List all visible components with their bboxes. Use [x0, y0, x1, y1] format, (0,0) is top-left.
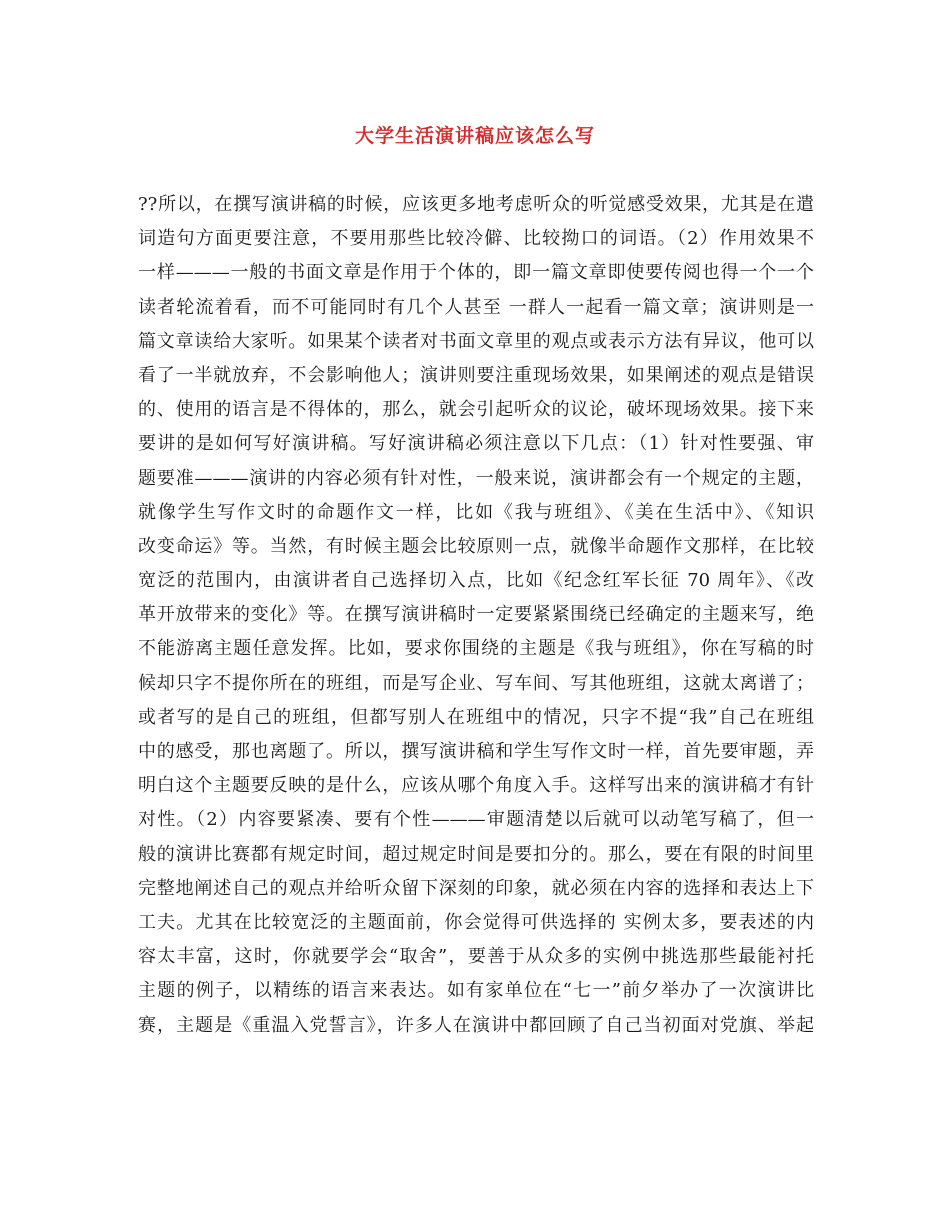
text-line: 或者写的是自己的班组，但都写别人在班组中的情况，只字不提“我”自己在班组	[138, 706, 814, 728]
text-line: 完整地阐述自己的观点并给听众留下深刻的印象，就必须在内容的选择和表达上下	[138, 877, 814, 899]
text-line: 就像学生写作文时的命题作文一样，比如《我与班组》、《美在生活中》、《知识	[138, 501, 814, 523]
text-line: 赛，主题是《重温入党誓言》，许多人在演讲中都回顾了自己当初面对党旗、举起	[138, 1014, 814, 1036]
document-title: 大学生活演讲稿应该怎么写	[354, 125, 595, 147]
text-line: 不能游离主题任意发挥。比如，要求你围绕的主题是《我与班组》，你在写稿的时	[138, 638, 814, 660]
document-body	[138, 188, 814, 1043]
text-line: 工夫。尤其在比较宽泛的主题面前，你会觉得可供选择的 实例太多，要表述的内	[138, 911, 814, 933]
text-line: 的、使用的语言是不得体的，那么，就会引起听众的议论，破坏现场效果。接下来	[138, 399, 814, 421]
text-line: 看了一半就放弃，不会影响他人；演讲则要注重现场效果，如果阐述的观点是错误	[138, 364, 814, 386]
text-line: 宽泛的范围内，由演讲者自己选择切入点，比如《纪念红军长征 70 周年》、《改	[138, 570, 814, 592]
text-line: 一样———一般的书面文章是作用于个体的，即一篇文章即使要传阅也得一个一个	[138, 262, 814, 284]
text-line: 要讲的是如何写好演讲稿。写好演讲稿必须注意以下几点：（1）针对性要强、审	[138, 433, 814, 455]
text-line: 候却只字不提你所在的班组，而是写企业、写车间、写其他班组，这就太离谱了；	[138, 672, 814, 694]
text-line: 对性。（2）内容要紧凑、要有个性———审题清楚以后就可以动笔写稿了，但一	[138, 809, 814, 831]
text-line: 读者轮流着看，而不可能同时有几个人甚至 一群人一起看一篇文章；演讲则是一	[138, 296, 814, 318]
text-line: 篇文章读给大家听。如果某个读者对书面文章里的观点或表示方法有异议，他可以	[138, 330, 814, 352]
text-line: 题要准———演讲的内容必须有针对性，一般来说，演讲都会有一个规定的主题，	[138, 467, 814, 489]
text-line: 容太丰富，这时，你就要学会“取舍”，要善于从众多的实例中挑选那些最能衬托	[138, 946, 814, 968]
text-line: 主题的例子，以精练的语言来表达。如有家单位在“七一”前夕举办了一次演讲比	[138, 980, 814, 1002]
text-line: 明白这个主题要反映的是什么，应该从哪个角度入手。这样写出来的演讲稿才有针	[138, 775, 814, 797]
text-line: 革开放带来的变化》等。在撰写演讲稿时一定要紧紧围绕已经确定的主题来写，绝	[138, 604, 814, 626]
text-line: 改变命运》等。当然，有时候主题会比较原则一点，就像半命题作文那样，在比较	[138, 535, 814, 557]
text-line: 般的演讲比赛都有规定时间，超过规定时间是要扣分的。那么，要在有限的时间里	[138, 843, 814, 865]
text-line: 中的感受，那也离题了。所以，撰写演讲稿和学生写作文时一样，首先要审题，弄	[138, 741, 814, 762]
text-line: ??所以，在撰写演讲稿的时候，应该更多地考虑听众的听觉感受效果，尤其是在遣	[138, 194, 814, 215]
text-line: 词造句方面更要注意，不要用那些比较冷僻、比较拗口的词语。（2）作用效果不	[138, 228, 814, 250]
